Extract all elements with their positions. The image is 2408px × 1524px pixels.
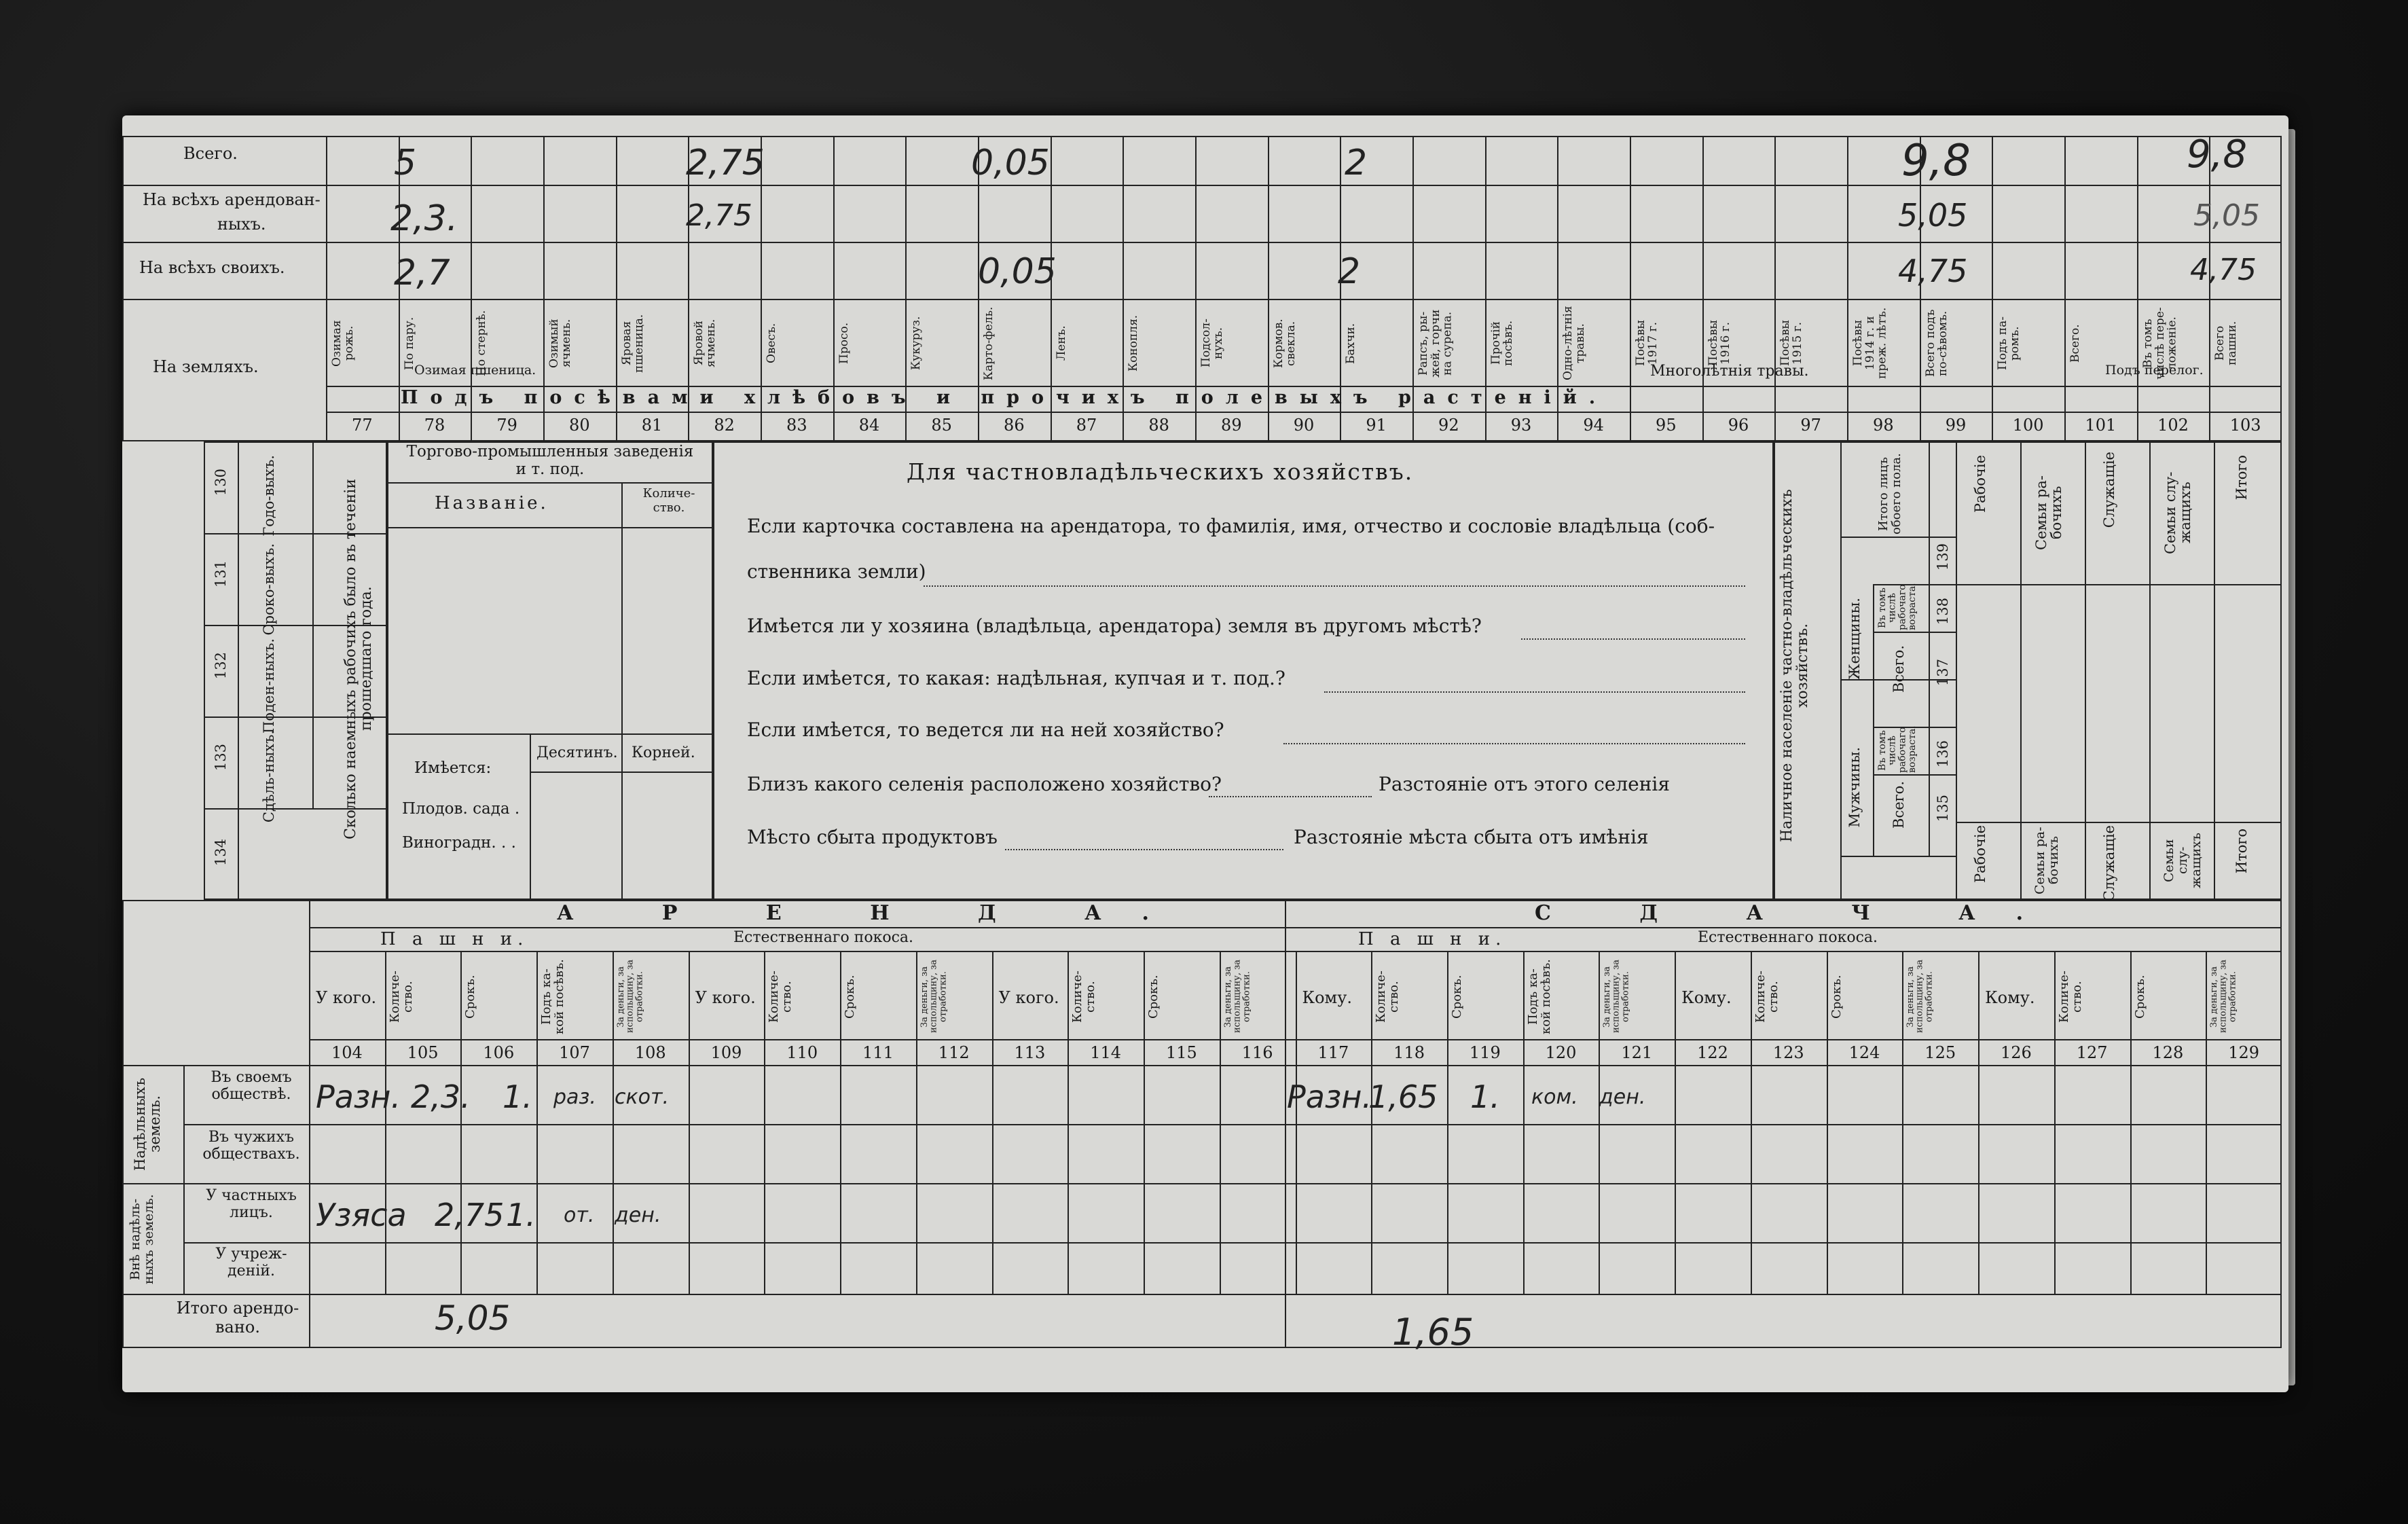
lease-col-divider (992, 951, 993, 1294)
lease-col-number: 114 (1090, 1043, 1122, 1062)
lease-row-other-society: Въ чужихъ обществахъ. (202, 1129, 300, 1163)
top-col-number: 81 (641, 416, 663, 435)
trade-garden: Плодов. сада . (402, 800, 520, 818)
hw-lease-who: Разн. (316, 1078, 401, 1115)
top-col-number: 100 (2012, 416, 2044, 435)
crop-header: Овесъ. (765, 323, 778, 364)
crop-header: Подъ па-ромъ. (1996, 316, 2022, 370)
top-col-number: 97 (1800, 416, 1821, 435)
lease-col-number: 105 (407, 1043, 439, 1062)
lease-col-number: 119 (1469, 1043, 1501, 1062)
trade-roots: Корней. (632, 744, 695, 761)
hw-leased-sown: 5,05 (1898, 197, 1968, 234)
lease-row-private: У частныхъ лицъ. (206, 1187, 297, 1221)
lease-col-header: За деньги, за испольщину, за отработки. (1905, 960, 1935, 1034)
lease-col-number: 115 (1165, 1043, 1197, 1062)
lease-col-number: 121 (1621, 1043, 1653, 1062)
lease-col-divider (1523, 951, 1525, 1294)
lease-col-header: Срокъ. (1449, 975, 1464, 1019)
top-col-number: 87 (1076, 416, 1097, 435)
lease-arenda: А Р Е Н Д А. (557, 901, 1190, 925)
lease-col-number: 106 (483, 1043, 515, 1062)
crop-header: Въ томъ числѣ пере-ложеніе. (2140, 307, 2179, 380)
lease-col-divider (536, 951, 538, 1294)
lease-col-divider (1978, 951, 1980, 1294)
pop-men: Мужчины. (1846, 747, 1863, 828)
top-col-number: 92 (1438, 416, 1459, 435)
worker-label-term: Сроко-выхъ. (261, 543, 277, 636)
crop-header: Озимая рожь. (330, 320, 356, 367)
hw-lease-private-term: 1. (506, 1197, 536, 1233)
lease-col-number: 120 (1545, 1043, 1577, 1062)
lease-col-number: 112 (938, 1043, 970, 1062)
crop-header: Конопля. (1127, 314, 1141, 372)
pop-col-workers-fam-b: Семьи ра-бочихъ (2032, 827, 2061, 894)
crop-header: Ленъ. (1054, 325, 1068, 361)
lease-sdacha: С Д А Ч А. (1535, 901, 2064, 925)
private-q4: Если имѣется, то ведется ли на ней хозяйство? (747, 719, 1224, 741)
top-col-divider (1774, 136, 1776, 441)
top-col-number: 78 (424, 416, 445, 435)
crop-header: Одно-лѣтнія травы. (1561, 306, 1588, 381)
top-col-number: 98 (1873, 416, 1894, 435)
top-col-number: 95 (1656, 416, 1677, 435)
row-label-own: На всѣхъ своихъ. (139, 258, 285, 277)
lease-col-header: За деньги, за испольщину, за отработки. (919, 960, 949, 1034)
pop-col-staff-fam-b: Семьи слу-жащихъ (2161, 833, 2204, 888)
crop-header: Кормов. свекла. (1271, 319, 1298, 368)
hw-lease-private-crop: от. (564, 1203, 595, 1227)
top-col-number: 88 (1148, 416, 1169, 435)
population-caption: Наличное населеніе частно-владѣльческихъ хозяйствъ. (1778, 489, 1812, 842)
private-q1a: Если карточка составлена на арендатора, то фамилія, имя, отчество и сословіе владѣльца (соб- (747, 515, 1715, 537)
lease-col-header: У кого. (695, 988, 756, 1007)
fallow-group-label: Подъ перелог. (2105, 363, 2204, 378)
lease-col-divider (840, 951, 841, 1294)
hw-own-rye: 2,7 (394, 253, 450, 293)
top-col-number: 83 (786, 416, 807, 435)
private-q6: Мѣсто сбыта продуктовъ (747, 826, 998, 848)
trade-qty-col: Количе-ство. (642, 486, 695, 515)
pop-col-total: Итого (2233, 455, 2250, 501)
lease-col-header: Срокъ. (843, 975, 858, 1019)
top-col-divider (1702, 136, 1704, 441)
hw-total-sown: 9,8 (1901, 136, 1971, 186)
lease-col-divider (689, 951, 690, 1294)
lease-col-number: 122 (1697, 1043, 1728, 1062)
lease-sdacha-pashni: П а ш н и. (1358, 929, 1507, 949)
lease-row-institutions: У учреж-деній. (215, 1246, 287, 1280)
lease-col-divider (613, 951, 614, 1294)
pop-col-total-b: Итого (2233, 829, 2250, 874)
hw-lease-pay: скот. (615, 1085, 669, 1109)
lease-col-number: 125 (1924, 1043, 1956, 1062)
lease-col-header: Количе-ство. (1374, 970, 1402, 1023)
hw-own-sown: 4,75 (1898, 253, 1968, 289)
lease-col-number: 113 (1014, 1043, 1046, 1062)
pop-num-138: 138 (1935, 598, 1951, 625)
hw-sub-komu: Разн. (1287, 1078, 1372, 1115)
lease-col-divider (1068, 951, 1069, 1294)
lease-col-number: 124 (1848, 1043, 1880, 1062)
lease-col-divider (460, 951, 462, 1294)
pop-col-staff-fam: Семьи слу-жащихъ (2162, 471, 2194, 554)
lease-col-header: Количе-ство. (1070, 970, 1098, 1023)
hw-total-all: 9,8 (2187, 132, 2248, 177)
lease-col-divider (1447, 951, 1448, 1294)
row-label-leased: На всѣхъ арендован- (143, 190, 321, 209)
lease-col-number: 116 (1241, 1043, 1273, 1062)
hw-total-sublet: 1,65 (1392, 1311, 1474, 1354)
hw-total-potato: 0,05 (971, 143, 1050, 183)
hw-total-leased: 5,05 (435, 1299, 511, 1338)
hw-lease-private-pay: ден. (615, 1203, 661, 1227)
hw-leased-all: 5,05 (2193, 198, 2260, 233)
hw-sub-pay: ден. (1599, 1085, 1646, 1109)
hw-leased-rye: 2,3. (390, 198, 458, 239)
private-q5b: Разстояніе отъ этого селенія (1379, 773, 1670, 795)
hw-lease-qty: 2,3. (411, 1078, 471, 1115)
lease-col-header: Количе-ство. (387, 970, 415, 1023)
lease-group-nonallotted: Внѣ надѣль-ныхъ земель. (128, 1194, 156, 1285)
crop-header: Посѣвы 1917 г. (1634, 320, 1660, 367)
top-col-number: 77 (352, 416, 373, 435)
crop-header: Всего пашни. (2213, 321, 2240, 366)
worker-label-piece: Сдѣль-ныхъ. (261, 730, 277, 823)
lease-col-divider (1220, 951, 1221, 1294)
crop-header: Яровая пшеница. (619, 314, 646, 373)
crop-header: Рапсъ, ры-жей, горчи на сурепа. (1417, 309, 1455, 378)
top-col-number: 80 (569, 416, 590, 435)
trade-title: Торгово-промышленныя заведенія и т. под. (406, 443, 694, 478)
crop-header: Бахчи. (1344, 323, 1358, 364)
lease-col-number: 104 (331, 1043, 363, 1062)
hw-own-all: 4,75 (2190, 253, 2257, 287)
top-col-number: 82 (714, 416, 735, 435)
lease-col-number: 127 (2076, 1043, 2108, 1062)
lease-col-header: Подъ ка-кой посѣвъ. (1525, 959, 1553, 1034)
lease-col-header: У кого. (998, 988, 1059, 1007)
lease-col-divider (385, 951, 386, 1294)
lease-col-divider (1827, 951, 1828, 1294)
private-q5: Близъ какого селенія расположено хозяйство? (747, 773, 1222, 795)
private-title: Для частновладѣльческихъ хозяйствъ. (907, 458, 1414, 485)
top-col-number: 79 (496, 416, 517, 435)
top-col-number: 96 (1728, 416, 1749, 435)
lease-col-number: 109 (710, 1043, 742, 1062)
pop-col-workers-b: Рабочіе (1972, 825, 1988, 883)
lease-col-header: За деньги, за испольщину, за отработки. (2209, 960, 2238, 1034)
grass-group-label: Многолѣтнія травы. (1650, 363, 1809, 380)
lease-col-number: 108 (634, 1043, 666, 1062)
top-col-number: 85 (931, 416, 952, 435)
lease-col-header: Срокъ. (463, 975, 478, 1019)
worker-num-132: 132 (213, 652, 229, 680)
lease-col-number: 107 (559, 1043, 590, 1062)
lease-row-own-society: Въ своемъ обществѣ. (211, 1069, 292, 1103)
top-col-divider (1630, 136, 1631, 441)
top-col-divider (2137, 136, 2138, 441)
pop-workers-women: Въ томъ числѣ рабочаго возраста. (1877, 583, 1918, 630)
top-col-divider (2209, 136, 2210, 441)
hw-leased-spring: 2,75 (686, 198, 752, 233)
crop-header: Прочій посѣвъ. (1489, 320, 1515, 367)
crop-header: Посѣвы 1915 г. (1778, 320, 1805, 367)
hw-own-melon: 2 (1338, 251, 1361, 292)
pop-col-staff-b: Служащіе (2101, 825, 2117, 902)
lease-col-number: 129 (2228, 1043, 2260, 1062)
lease-col-number: 118 (1393, 1043, 1425, 1062)
hw-sub-crop: ком. (1531, 1085, 1578, 1109)
row-label-total: Всего. (183, 144, 238, 163)
lease-col-header: За деньги, за испольщину, за отработки. (1602, 960, 1631, 1034)
top-col-number: 103 (2229, 416, 2261, 435)
lease-col-divider (764, 951, 765, 1294)
pop-num-137: 137 (1935, 659, 1951, 687)
top-col-number: 94 (1583, 416, 1604, 435)
lease-col-divider (1371, 951, 1372, 1294)
top-col-number: 99 (1945, 416, 1967, 435)
worker-num-131: 131 (213, 560, 229, 588)
private-q6b: Разстояніе мѣста сбыта отъ имѣнія (1294, 826, 1649, 848)
top-col-divider (2064, 136, 2066, 441)
lease-col-number: 110 (786, 1043, 818, 1062)
lease-col-header: Срокъ. (2132, 975, 2147, 1019)
lease-col-number: 128 (2152, 1043, 2184, 1062)
lease-col-divider (1296, 951, 1297, 1294)
top-col-number: 93 (1510, 416, 1532, 435)
hw-total-melon: 2 (1345, 143, 1368, 183)
hw-lease-private-who: Узяса (316, 1197, 407, 1233)
lease-col-header: Кому. (1985, 988, 2035, 1007)
lease-col-divider (1902, 951, 1903, 1294)
top-col-divider (1992, 136, 1993, 441)
lease-row-total: Итого арендо-вано. (176, 1299, 299, 1337)
hw-sub-term: 1. (1470, 1078, 1500, 1115)
pop-total-both: Итого лицъ обоего пола. (1876, 453, 1903, 535)
pop-workers-men: Въ томъ числѣ рабочаго возраста. (1877, 725, 1918, 773)
lease-col-divider (1751, 951, 1752, 1294)
lease-col-header: Количе-ство. (1753, 970, 1781, 1023)
hw-sub-qty: 1,65 (1368, 1078, 1438, 1115)
hw-own-potato: 0,05 (978, 251, 1057, 292)
crop-header: Кукуруз. (909, 316, 924, 371)
worker-num-133: 133 (213, 744, 229, 772)
crop-header: Всего подъ по-сѣвомъ. (1923, 309, 1950, 378)
crop-header: Подсол-нухъ. (1199, 319, 1225, 368)
worker-num-130: 130 (213, 469, 229, 496)
wheat-group-label: Озимая пшеница. (414, 363, 536, 378)
crop-header: Просо. (837, 322, 851, 365)
lease-col-divider (2054, 951, 2056, 1294)
trade-vineyard: Виноградн. . . (402, 834, 516, 852)
crop-header: Яровой ячмень. (692, 319, 718, 368)
lease-col-divider (1599, 951, 1600, 1294)
hw-lease-private-qty: 2,75 (435, 1197, 505, 1233)
lease-col-header: У кого. (316, 988, 377, 1007)
crop-header: По пару. (402, 316, 416, 370)
trade-name-col: Названіе. (435, 493, 549, 513)
hw-total-spring: 2,75 (686, 143, 765, 183)
top-col-number: 90 (1293, 416, 1315, 435)
lease-col-divider (1675, 951, 1676, 1294)
workers-caption: Сколько наемныхъ рабочихъ было въ теченіи прошедшаго года. (342, 478, 376, 839)
top-col-number: 89 (1221, 416, 1242, 435)
worker-label-day: Поден-ныхъ. (261, 638, 277, 733)
crop-header: По стернѣ. (475, 310, 489, 377)
lease-col-header: Срокъ. (1146, 975, 1161, 1019)
top-col-number: 84 (858, 416, 880, 435)
pop-num-139: 139 (1935, 543, 1951, 571)
trade-dess: Десятинъ. (536, 744, 618, 761)
pop-all-men: Всего. (1891, 781, 1907, 829)
lease-arenda-pashni: П а ш н и. (380, 929, 529, 949)
lease-col-number: 117 (1317, 1043, 1349, 1062)
lease-col-divider (1144, 951, 1145, 1294)
worker-num-134: 134 (213, 839, 229, 867)
pop-col-workers: Рабочіе (1972, 455, 1988, 513)
hw-lease-term: 1. (503, 1078, 532, 1115)
top-col-number: 86 (1004, 416, 1025, 435)
crop-header: Озимый ячмень. (547, 319, 573, 368)
lease-sdacha-pokos: Естественнаго покоса. (1698, 929, 1878, 946)
lease-col-divider (916, 951, 917, 1294)
lease-col-header: Подъ ка-кой посѣвъ. (539, 959, 567, 1034)
lease-col-header: Кому. (1681, 988, 1732, 1007)
crop-header: Карто-фель. (982, 306, 996, 380)
pop-women: Женщины. (1846, 598, 1863, 680)
lease-col-header: Количе-ство. (2056, 970, 2084, 1023)
top-col-divider (1847, 136, 1848, 441)
top-col-number: 101 (2085, 416, 2117, 435)
row-label-lands: На земляхъ. (153, 357, 259, 376)
pop-num-136: 136 (1935, 740, 1951, 768)
worker-label-annual: Годо-выхъ. (261, 455, 277, 537)
lease-col-header: Кому. (1302, 988, 1352, 1007)
lease-col-divider (2206, 951, 2207, 1294)
lease-group-allotted: Надѣльныхъ земель. (132, 1077, 164, 1171)
row-label-leased-2: ныхъ. (217, 215, 266, 234)
lease-col-header: За деньги, за испольщину, за отработки. (1222, 960, 1252, 1034)
lease-col-number: 126 (2001, 1043, 2032, 1062)
pop-all-women: Всего. (1891, 645, 1907, 693)
trade-has: Имѣется: (414, 759, 492, 777)
lease-col-header: За деньги, за испольщину, за отработки. (615, 960, 645, 1034)
hw-lease-crop: раз. (553, 1085, 596, 1109)
lease-arenda-pokos: Естественнаго покоса. (733, 929, 914, 946)
sown-banner: Подъ посѣвами хлѣбовъ и прочихъ полевыхъ растеній. (401, 387, 1608, 408)
top-col-number: 102 (2157, 416, 2189, 435)
hw-total-rye: 5 (394, 143, 417, 183)
pop-num-135: 135 (1935, 795, 1951, 822)
pop-col-workers-fam: Семьи ра-бочихъ (2033, 475, 2065, 550)
lease-col-header: Срокъ. (1829, 975, 1844, 1019)
lease-col-header: Количе-ство. (767, 970, 795, 1023)
pop-col-staff: Служащіе (2101, 452, 2117, 528)
top-col-number: 91 (1366, 416, 1387, 435)
lease-col-divider (2130, 951, 2132, 1294)
crop-header: Посѣвы 1914 г. и преж. лѣтъ. (1851, 307, 1889, 380)
private-q3: Если имѣется, то какая: надѣльная, купчая и т. под.? (747, 667, 1285, 689)
private-q2: Имѣется ли у хозяина (владѣльца, арендатора) земля въ другомъ мѣстѣ? (747, 615, 1482, 637)
lease-col-number: 111 (862, 1043, 894, 1062)
private-q1b: ственника земли) (747, 560, 926, 583)
crop-header: Посѣвы 1916 г. (1706, 320, 1732, 367)
crop-header: Всего. (2068, 324, 2082, 363)
lease-col-number: 123 (1772, 1043, 1804, 1062)
